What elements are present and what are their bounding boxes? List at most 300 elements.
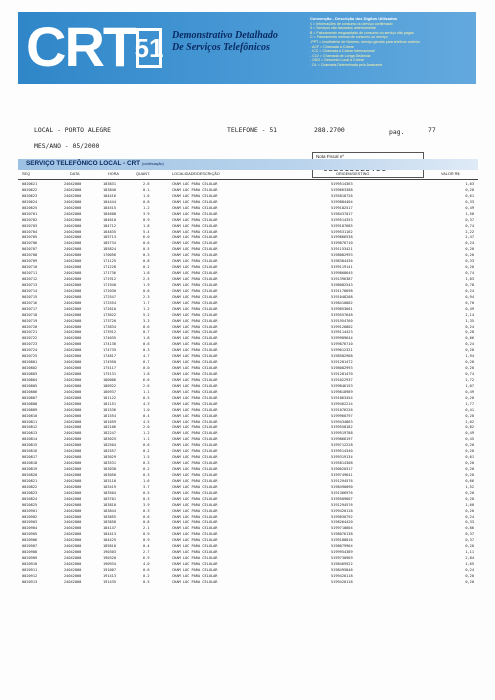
cell-value: 2,72 bbox=[465, 377, 474, 382]
cell-quantity: 4.7 bbox=[143, 354, 150, 359]
cell-quantity: 0.2 bbox=[143, 449, 150, 454]
cell-date: 24042000 bbox=[64, 544, 82, 549]
cell-destination: 5191022937 bbox=[331, 377, 353, 382]
cell-value: 0,24 bbox=[465, 514, 474, 519]
cell-time: 183701 bbox=[103, 496, 116, 501]
cell-description: CHAM LOC PARA CELULAR bbox=[172, 472, 218, 477]
cell-time: 174035 bbox=[103, 336, 116, 341]
cell-value: 2,47 bbox=[465, 235, 474, 240]
cell-destination: 5199420118 bbox=[331, 508, 353, 513]
cell-value: 1,11 bbox=[465, 550, 474, 555]
cell-destination: 5191281472 bbox=[331, 360, 353, 365]
cell-quantity: 0.9 bbox=[143, 538, 150, 543]
cell-destination: 5199557648 bbox=[331, 312, 353, 317]
cell-value: 0,20 bbox=[465, 449, 474, 454]
cell-value: 1,03 bbox=[465, 182, 474, 186]
cell-time: 174950 bbox=[103, 360, 116, 365]
cell-value: 0,41 bbox=[465, 407, 474, 412]
cell-seq: 0020714 bbox=[22, 288, 38, 293]
cell-time: 174735 bbox=[103, 348, 116, 353]
cell-description: CHAM LOC PARA CELULAR bbox=[172, 306, 218, 311]
cell-description: CHAM LOC PARA CELULAR bbox=[172, 253, 218, 258]
cell-seq: 0020707 bbox=[22, 247, 38, 252]
cell-value: 0,78 bbox=[465, 282, 474, 287]
cell-description: CHAM LOC PARA CELULAR bbox=[172, 342, 218, 347]
cell-quantity: 0.3 bbox=[143, 461, 150, 466]
cell-time: 173912 bbox=[103, 330, 116, 335]
cell-time: 183029 bbox=[103, 455, 116, 460]
cell-seq: 0020905 bbox=[22, 532, 38, 537]
cell-time: 171736 bbox=[103, 271, 116, 276]
cell-seq: 0020701 bbox=[22, 211, 38, 216]
cell-description: CHAM LOC PARA CELULAR bbox=[172, 366, 218, 371]
cell-date: 24042000 bbox=[64, 502, 82, 507]
cell-quantity: 0.2 bbox=[143, 467, 150, 471]
cell-time: 180922 bbox=[103, 383, 116, 388]
cell-seq: 0020820 bbox=[22, 472, 38, 477]
cell-time: 183504 bbox=[103, 490, 116, 495]
cell-description: CHAM LOC PARA CELULAR bbox=[172, 556, 218, 561]
cell-description: CHAM LOC PARA CELULAR bbox=[172, 461, 218, 466]
cell-quantity: 1.8 bbox=[143, 372, 150, 376]
cell-destination: 5199120802 bbox=[331, 324, 353, 329]
cell-time: 172547 bbox=[103, 294, 116, 299]
cell-value: 0,20 bbox=[465, 265, 474, 270]
cell-time: 172030 bbox=[103, 288, 116, 293]
cell-date: 24042000 bbox=[64, 247, 82, 252]
cell-description: CHAM LOC PARA CELULAR bbox=[172, 567, 218, 572]
cell-date: 24042000 bbox=[64, 259, 82, 264]
cell-time: 182106 bbox=[103, 425, 116, 430]
cell-date: 24042000 bbox=[64, 348, 82, 353]
cell-destination: 5191294576 bbox=[331, 478, 353, 483]
cell-value: 0,24 bbox=[465, 567, 474, 572]
cell-value: 0,20 bbox=[465, 490, 474, 495]
cell-seq: 0020902 bbox=[22, 514, 38, 519]
cell-date: 24042000 bbox=[64, 443, 82, 448]
cell-destination: 5191954760 bbox=[331, 318, 353, 323]
cell-value: 0,20 bbox=[465, 247, 474, 252]
cell-seq: 0020708 bbox=[22, 253, 38, 258]
cell-description: CHAM LOC PARA CELULAR bbox=[172, 579, 218, 584]
cell-description: CHAM LOC PARA CELULAR bbox=[172, 532, 218, 537]
cell-description: CHAM LOC PARA CELULAR bbox=[172, 431, 218, 436]
cell-time: 180006 bbox=[103, 377, 116, 382]
cell-value: 1,77 bbox=[465, 401, 474, 406]
cell-destination: 5199012321 bbox=[331, 348, 353, 353]
cell-destination: 5198082993 bbox=[331, 253, 353, 258]
cell-seq: 0020713 bbox=[22, 282, 38, 287]
cell-destination: 5191281470 bbox=[331, 372, 353, 376]
cell-date: 24042000 bbox=[64, 550, 82, 555]
cell-description: CHAM LOC PARA CELULAR bbox=[172, 282, 218, 287]
cell-date: 24042000 bbox=[64, 211, 82, 216]
cell-time: 183025 bbox=[103, 437, 116, 442]
cell-value: 0,20 bbox=[465, 496, 474, 501]
cell-date: 24042000 bbox=[64, 229, 82, 234]
cell-value: 0,49 bbox=[465, 205, 474, 210]
cell-time: 173834 bbox=[103, 324, 116, 329]
cell-date: 24042000 bbox=[64, 472, 82, 477]
cell-quantity: 3.9 bbox=[143, 502, 150, 507]
cell-date: 24042000 bbox=[64, 217, 82, 222]
cell-value: 0,49 bbox=[465, 306, 474, 311]
legend bbox=[310, 17, 475, 68]
cell-description: CHAM LOC PARA CELULAR bbox=[172, 271, 218, 276]
cell-destination: 5199730969 bbox=[331, 556, 353, 561]
cell-quantity: 1.8 bbox=[143, 223, 150, 228]
cell-quantity: 0.6 bbox=[143, 567, 150, 572]
cell-seq: 0020824 bbox=[22, 496, 38, 501]
invoice-label: Nota Fiscal nº bbox=[316, 154, 344, 159]
cell-description: CHAM LOC PARA CELULAR bbox=[172, 235, 218, 240]
cell-description: CHAM LOC PARA CELULAR bbox=[172, 288, 218, 293]
cell-date: 24042000 bbox=[64, 324, 82, 329]
cell-date: 24042000 bbox=[64, 389, 82, 394]
cell-description: CHAM LOC PARA CELULAR bbox=[172, 550, 218, 555]
cell-value: 0,20 bbox=[465, 573, 474, 578]
cell-time: 180937 bbox=[103, 389, 116, 394]
section-title bbox=[26, 160, 164, 167]
cell-seq: 0020711 bbox=[22, 271, 38, 276]
cell-destination: 5199846153 bbox=[331, 383, 353, 388]
cell-value: 0,66 bbox=[465, 478, 474, 483]
cell-destination: 5199876710 bbox=[331, 342, 353, 347]
cell-value: 0,37 bbox=[465, 538, 474, 543]
cell-description: CHAM LOC PARA CELULAR bbox=[172, 336, 218, 341]
cell-destination: 5198437017 bbox=[331, 211, 353, 216]
cell-date: 24042000 bbox=[64, 318, 82, 323]
cell-value: 0,66 bbox=[465, 336, 474, 341]
cell-quantity: 2.0 bbox=[143, 425, 150, 430]
col-descricao: LOCALIDADE/DESCRIÇÃO bbox=[172, 172, 220, 176]
cell-description: CHAM LOC PARA CELULAR bbox=[172, 496, 218, 501]
cell-value: 0,28 bbox=[465, 330, 474, 335]
cell-value: 0,61 bbox=[465, 193, 474, 198]
cell-quantity: 0.0 bbox=[143, 366, 150, 371]
cell-destination: 5198079964 bbox=[331, 544, 353, 549]
cell-destination: 5199514363 bbox=[331, 182, 353, 186]
cell-destination: 5199188016 bbox=[331, 538, 353, 543]
legend-line: 3 = Serviços não faturados anteriormente bbox=[310, 26, 377, 31]
cell-destination: 5199818989 bbox=[331, 389, 353, 394]
cell-destination: 5195818726 bbox=[331, 193, 353, 198]
cell-description: CHAM LOC PARA CELULAR bbox=[172, 419, 218, 424]
col-seq: SEQ bbox=[22, 172, 31, 176]
cell-date: 24042000 bbox=[64, 360, 82, 365]
cell-time: 181659 bbox=[103, 419, 116, 424]
cell-time: 183858 bbox=[103, 520, 116, 525]
cell-time: 182504 bbox=[103, 443, 116, 448]
cell-quantity: 0.9 bbox=[143, 532, 150, 537]
cell-value: 0,86 bbox=[465, 526, 474, 531]
cell-destination: 5199462214 bbox=[331, 401, 353, 406]
cell-time: 181554 bbox=[103, 413, 116, 418]
cell-seq: 0020816 bbox=[22, 449, 38, 454]
cell-quantity: 0.5 bbox=[143, 247, 150, 252]
cell-quantity: 0.8 bbox=[143, 520, 150, 525]
cell-description: CHAM LOC PARA CELULAR bbox=[172, 205, 218, 210]
cell-description: CHAM LOC PARA CELULAR bbox=[172, 324, 218, 329]
cell-date: 24042000 bbox=[64, 496, 82, 501]
cell-quantity: 1.1 bbox=[143, 389, 150, 394]
cell-quantity: 0.5 bbox=[143, 490, 150, 495]
cell-seq: 0020809 bbox=[22, 407, 38, 412]
cell-quantity: 0.6 bbox=[143, 241, 150, 246]
page-number: 77 bbox=[428, 126, 436, 134]
cell-description: CHAM LOC PARA CELULAR bbox=[172, 193, 218, 198]
cell-value: 0,20 bbox=[465, 544, 474, 549]
cell-quantity: 0.1 bbox=[143, 187, 150, 192]
header-rule bbox=[18, 179, 478, 180]
cell-description: CHAM LOC PARA CELULAR bbox=[172, 182, 218, 186]
cell-time: 172610 bbox=[103, 306, 116, 311]
cell-quantity: 2.1 bbox=[143, 526, 150, 531]
cell-destination: 5191076226 bbox=[331, 407, 353, 412]
cell-seq: 0020721 bbox=[22, 330, 38, 335]
col-destino: ORIGEM/DESTINO bbox=[336, 172, 370, 176]
cell-description: CHAM LOC PARA CELULAR bbox=[172, 449, 218, 454]
cell-quantity: 0.2 bbox=[143, 573, 150, 578]
cell-date: 24042000 bbox=[64, 300, 82, 305]
cell-seq: 0020715 bbox=[22, 294, 38, 299]
cell-time: 191413 bbox=[103, 573, 116, 578]
cell-quantity: 1.6 bbox=[143, 193, 150, 198]
col-valor: VALOR R$ bbox=[441, 172, 460, 176]
cell-seq: 0020720 bbox=[22, 324, 38, 329]
cell-value: 0,45 bbox=[465, 437, 474, 442]
cell-date: 24042000 bbox=[64, 395, 82, 400]
document-title bbox=[172, 30, 307, 54]
cell-quantity: 3.7 bbox=[143, 484, 150, 489]
cell-value: 0,49 bbox=[465, 431, 474, 436]
cell-date: 24042000 bbox=[64, 241, 82, 246]
cell-destination: 5199749641 bbox=[331, 472, 353, 477]
cell-value: 0,33 bbox=[465, 520, 474, 525]
cell-date: 24042000 bbox=[64, 407, 82, 412]
cell-description: CHAM LOC PARA CELULAR bbox=[172, 217, 218, 222]
cell-date: 24042000 bbox=[64, 282, 82, 287]
cell-date: 24042000 bbox=[64, 330, 82, 335]
cell-time: 190303 bbox=[103, 550, 116, 555]
col-hora: HORA bbox=[108, 172, 119, 176]
cell-quantity: 0.5 bbox=[143, 395, 150, 400]
cell-description: CHAM LOC PARA CELULAR bbox=[172, 484, 218, 489]
cell-date: 24042000 bbox=[64, 567, 82, 572]
cell-value: 0,82 bbox=[465, 425, 474, 430]
cell-seq: 0020811 bbox=[22, 419, 38, 424]
cell-time: 183840 bbox=[103, 187, 116, 192]
cell-quantity: 0.6 bbox=[143, 443, 150, 448]
cell-seq: 0020803 bbox=[22, 372, 38, 376]
cell-time: 183419 bbox=[103, 484, 116, 489]
cell-seq: 0020906 bbox=[22, 538, 38, 543]
cell-value: 0,24 bbox=[465, 288, 474, 293]
cell-time: 173622 bbox=[103, 312, 116, 317]
cell-destination: 5198490090 bbox=[331, 484, 353, 489]
cell-quantity: 2.6 bbox=[143, 383, 150, 388]
cell-description: CHAM LOC PARA CELULAR bbox=[172, 330, 218, 335]
cell-date: 24042000 bbox=[64, 401, 82, 406]
cell-time: 171940 bbox=[103, 282, 116, 287]
legend-line: - ICC = Chamada a Cobrar Internacional bbox=[310, 49, 375, 54]
cell-value: 1,65 bbox=[465, 562, 474, 566]
cell-time: 184515 bbox=[103, 205, 116, 210]
cell-destination: 5190020317 bbox=[331, 467, 353, 471]
cell-quantity: 4.3 bbox=[143, 401, 150, 406]
cell-seq: 0020818 bbox=[22, 461, 38, 466]
crt-logo-number: 51 bbox=[136, 28, 162, 68]
cell-destination: 5199876710 bbox=[331, 241, 353, 246]
cell-time: 181536 bbox=[103, 407, 116, 412]
cell-description: CHAM LOC PARA CELULAR bbox=[172, 407, 218, 412]
cell-seq: 0020725 bbox=[22, 354, 38, 359]
cell-seq: 0020624 bbox=[22, 199, 38, 204]
cell-time: 182247 bbox=[103, 431, 116, 436]
cell-quantity: 0.2 bbox=[143, 265, 150, 270]
cell-description: CHAM LOC PARA CELULAR bbox=[172, 211, 218, 216]
cell-seq: 0020709 bbox=[22, 259, 38, 264]
cell-destination: 5199182517 bbox=[331, 205, 353, 210]
cell-quantity: 0.7 bbox=[143, 330, 150, 335]
cell-seq: 0020705 bbox=[22, 235, 38, 240]
cell-quantity: 4.0 bbox=[143, 562, 150, 566]
cell-quantity: 2.7 bbox=[143, 550, 150, 555]
cell-seq: 0020808 bbox=[22, 401, 38, 406]
cell-time: 185810 bbox=[103, 544, 116, 549]
cell-destination: 5199868197 bbox=[331, 437, 353, 442]
cell-seq: 0020911 bbox=[22, 567, 38, 572]
cell-quantity: 2.6 bbox=[143, 182, 150, 186]
cell-quantity: 5.2 bbox=[143, 312, 150, 317]
cell-quantity: 1.5 bbox=[143, 455, 150, 460]
cell-seq: 0020623 bbox=[22, 193, 38, 198]
cell-description: CHAM LOC PARA CELULAR bbox=[172, 300, 218, 305]
cell-date: 24042000 bbox=[64, 235, 82, 240]
cell-destination: 5199119141 bbox=[331, 265, 353, 270]
cell-quantity: 0.3 bbox=[143, 472, 150, 477]
cell-value: 0,33 bbox=[465, 199, 474, 204]
cell-date: 24042000 bbox=[64, 377, 82, 382]
cell-description: CHAM LOC PARA CELULAR bbox=[172, 573, 218, 578]
cell-seq: 0020622 bbox=[22, 187, 38, 192]
cell-description: CHAM LOC PARA CELULAR bbox=[172, 247, 218, 252]
cell-value: 0,49 bbox=[465, 389, 474, 394]
cell-destination: 5199509607 bbox=[331, 496, 353, 501]
cell-seq: 0020723 bbox=[22, 342, 38, 347]
cell-quantity: 1.7 bbox=[143, 300, 150, 305]
cell-seq: 0020706 bbox=[22, 241, 38, 246]
cell-description: CHAM LOC PARA CELULAR bbox=[172, 294, 218, 299]
cell-seq: 0020718 bbox=[22, 312, 38, 317]
cell-destination: 5198384436 bbox=[331, 259, 353, 264]
cell-quantity: 1.2 bbox=[143, 431, 150, 436]
cell-time: 185824 bbox=[103, 247, 116, 252]
cell-destination: 5191153421 bbox=[331, 247, 353, 252]
cell-seq: 0020821 bbox=[22, 478, 38, 483]
cell-destination: 5199718604 bbox=[331, 526, 353, 531]
cell-date: 24042000 bbox=[64, 342, 82, 347]
cell-destination: 5199712228 bbox=[331, 443, 353, 448]
cell-destination: 5191048208 bbox=[331, 294, 353, 299]
cell-seq: 0020901 bbox=[22, 508, 38, 513]
cell-description: CHAM LOC PARA CELULAR bbox=[172, 538, 218, 543]
cell-value: 1,60 bbox=[465, 502, 474, 507]
cell-time: 183531 bbox=[103, 461, 116, 466]
cell-value: 0,74 bbox=[465, 223, 474, 228]
cell-date: 24042000 bbox=[64, 538, 82, 543]
cell-date: 24042000 bbox=[64, 366, 82, 371]
cell-quantity: 1.1 bbox=[143, 437, 150, 442]
cell-date: 24042000 bbox=[64, 425, 82, 430]
cell-destination: 5199319134 bbox=[331, 455, 353, 460]
cell-value: 2,22 bbox=[465, 229, 474, 234]
cell-description: CHAM LOC PARA CELULAR bbox=[172, 377, 218, 382]
cell-time: 183855 bbox=[103, 514, 116, 519]
cell-time: 184444 bbox=[103, 199, 116, 204]
cell-time: 184712 bbox=[103, 223, 116, 228]
cell-description: CHAM LOC PARA CELULAR bbox=[172, 401, 218, 406]
cell-time: 175131 bbox=[103, 372, 116, 376]
cell-description: CHAM LOC PARA CELULAR bbox=[172, 372, 218, 376]
cell-quantity: 0.7 bbox=[143, 360, 150, 365]
cell-time: 184835 bbox=[103, 229, 116, 234]
cell-quantity: 0.6 bbox=[143, 324, 150, 329]
cell-value: 0,20 bbox=[465, 253, 474, 258]
cell-time: 183831 bbox=[103, 182, 116, 186]
cell-description: CHAM LOC PARA CELULAR bbox=[172, 425, 218, 430]
cell-time: 184608 bbox=[103, 211, 116, 216]
cell-time: 175117 bbox=[103, 366, 116, 371]
cell-quantity: 0.6 bbox=[143, 342, 150, 347]
cell-description: CHAM LOC PARA CELULAR bbox=[172, 241, 218, 246]
cell-time: 170056 bbox=[103, 253, 116, 258]
cell-date: 24042000 bbox=[64, 354, 82, 359]
cell-destination: 5198465922 bbox=[331, 562, 353, 566]
cell-seq: 0020913 bbox=[22, 579, 38, 584]
cell-description: CHAM LOC PARA CELULAR bbox=[172, 395, 218, 400]
cell-destination: 5198082993 bbox=[331, 366, 353, 371]
cell-date: 24042000 bbox=[64, 419, 82, 424]
cell-seq: 0020910 bbox=[22, 562, 38, 566]
cell-date: 24042000 bbox=[64, 306, 82, 311]
cell-value: 2,84 bbox=[465, 556, 474, 561]
cell-description: CHAM LOC PARA CELULAR bbox=[172, 526, 218, 531]
cell-description: CHAM LOC PARA CELULAR bbox=[172, 348, 218, 353]
cell-destination: 5198264420 bbox=[331, 520, 353, 525]
cell-quantity: 0.8 bbox=[143, 259, 150, 264]
cell-value: 0,70 bbox=[465, 300, 474, 305]
cell-time: 184413 bbox=[103, 532, 116, 537]
cell-time: 181151 bbox=[103, 401, 116, 406]
cell-value: 0,24 bbox=[465, 241, 474, 246]
cell-seq: 0020801 bbox=[22, 360, 38, 365]
cell-date: 24042000 bbox=[64, 223, 82, 228]
cell-date: 24042000 bbox=[64, 431, 82, 436]
legend-line: - DDG = Desconto Local a Cobrar bbox=[310, 58, 365, 63]
cell-value: 1,07 bbox=[465, 383, 474, 388]
cell-quantity: 0.6 bbox=[143, 288, 150, 293]
cell-date: 24042000 bbox=[64, 467, 82, 471]
cell-destination: 5199420118 bbox=[331, 573, 353, 578]
cell-description: CHAM LOC PARA CELULAR bbox=[172, 455, 218, 460]
cell-description: CHAM LOC PARA CELULAR bbox=[172, 312, 218, 317]
cell-quantity: 1.0 bbox=[143, 407, 150, 412]
cell-destination: 5199868645 bbox=[331, 271, 353, 276]
cell-destination: 5198495846 bbox=[331, 567, 353, 572]
cell-value: 0,74 bbox=[465, 372, 474, 376]
cell-time: 183050 bbox=[103, 472, 116, 477]
